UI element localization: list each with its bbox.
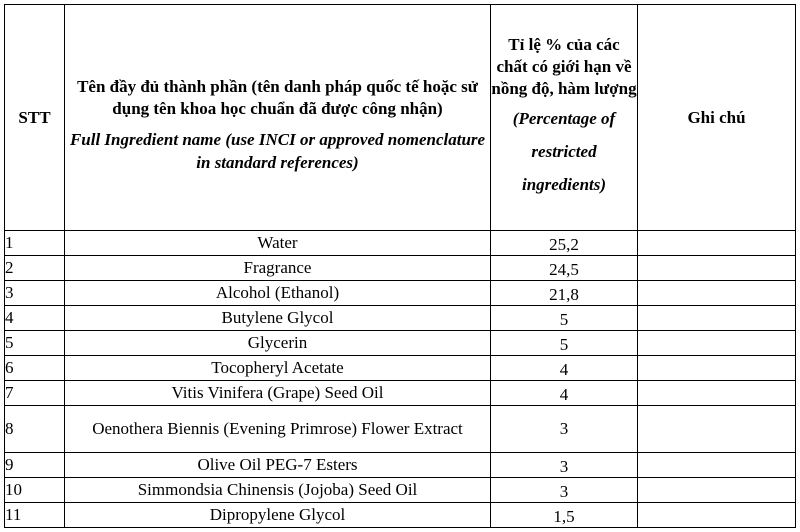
- row-percentage: 25,2: [491, 231, 638, 256]
- table-row: [5, 306, 796, 331]
- ingredient-table: [4, 4, 796, 528]
- row-stt: 11: [5, 503, 65, 528]
- header-percentage: [491, 5, 638, 231]
- row-stt: 2: [5, 256, 65, 281]
- row-note: [638, 356, 796, 381]
- row-note: [638, 256, 796, 281]
- table-row: [5, 231, 796, 256]
- row-note: [638, 453, 796, 478]
- table-row: [5, 478, 796, 503]
- table-row: [5, 331, 796, 356]
- row-note: [638, 331, 796, 356]
- row-stt: 10: [5, 478, 65, 503]
- row-note: [638, 381, 796, 406]
- row-note: [638, 231, 796, 256]
- row-stt: 1: [5, 231, 65, 256]
- row-stt: 4: [5, 306, 65, 331]
- header-ingredient-name-en: Full Ingredient name (use INCI or approved nomenclature in standard references): [69, 129, 486, 172]
- row-percentage: 5: [491, 306, 638, 331]
- table-row: [5, 381, 796, 406]
- header-percentage-vn: Tỉ lệ % của các chất có giới hạn về nồng độ, hàm lượng: [491, 35, 637, 98]
- row-ingredient-name: Dipropylene Glycol: [65, 503, 491, 528]
- header-percentage-en: (Percentage of restricted ingredients): [512, 109, 616, 194]
- row-note: [638, 406, 796, 453]
- row-ingredient-name: Butylene Glycol: [65, 306, 491, 331]
- row-stt: 5: [5, 331, 65, 356]
- row-ingredient-name: Olive Oil PEG-7 Esters: [65, 453, 491, 478]
- row-percentage: 24,5: [491, 256, 638, 281]
- table-row: [5, 356, 796, 381]
- row-percentage: 4: [491, 356, 638, 381]
- header-row: [5, 5, 796, 231]
- row-stt: 3: [5, 281, 65, 306]
- row-stt: 9: [5, 453, 65, 478]
- table-row: [5, 406, 796, 453]
- header-ingredient-name-vn: Tên đầy đủ thành phần (tên danh pháp quốc tế hoặc sử dụng tên khoa học chuẩn đã được công nhận): [77, 76, 478, 118]
- row-percentage: 1,5: [491, 503, 638, 528]
- row-percentage: 5: [491, 331, 638, 356]
- row-ingredient-name: Oenothera Biennis (Evening Primrose) Flower Extract: [65, 406, 491, 453]
- row-stt: 6: [5, 356, 65, 381]
- row-ingredient-name: Water: [65, 231, 491, 256]
- header-stt: STT: [5, 5, 65, 231]
- table-row: [5, 281, 796, 306]
- header-ingredient-name: [65, 5, 491, 231]
- header-note: Ghi chú: [638, 5, 796, 231]
- table-row: [5, 453, 796, 478]
- row-percentage: 4: [491, 381, 638, 406]
- row-ingredient-name: Vitis Vinifera (Grape) Seed Oil: [65, 381, 491, 406]
- row-ingredient-name: Simmondsia Chinensis (Jojoba) Seed Oil: [65, 478, 491, 503]
- row-ingredient-name: Alcohol (Ethanol): [65, 281, 491, 306]
- table-row: [5, 503, 796, 528]
- row-note: [638, 478, 796, 503]
- row-ingredient-name: Tocopheryl Acetate: [65, 356, 491, 381]
- row-percentage: 3: [491, 478, 638, 503]
- row-percentage: 21,8: [491, 281, 638, 306]
- row-note: [638, 281, 796, 306]
- row-note: [638, 503, 796, 528]
- row-percentage: 3: [491, 453, 638, 478]
- row-stt: 8: [5, 406, 65, 453]
- row-ingredient-name: Glycerin: [65, 331, 491, 356]
- row-note: [638, 306, 796, 331]
- row-ingredient-name: Fragrance: [65, 256, 491, 281]
- table-row: [5, 256, 796, 281]
- row-percentage: 3: [491, 406, 638, 453]
- row-stt: 7: [5, 381, 65, 406]
